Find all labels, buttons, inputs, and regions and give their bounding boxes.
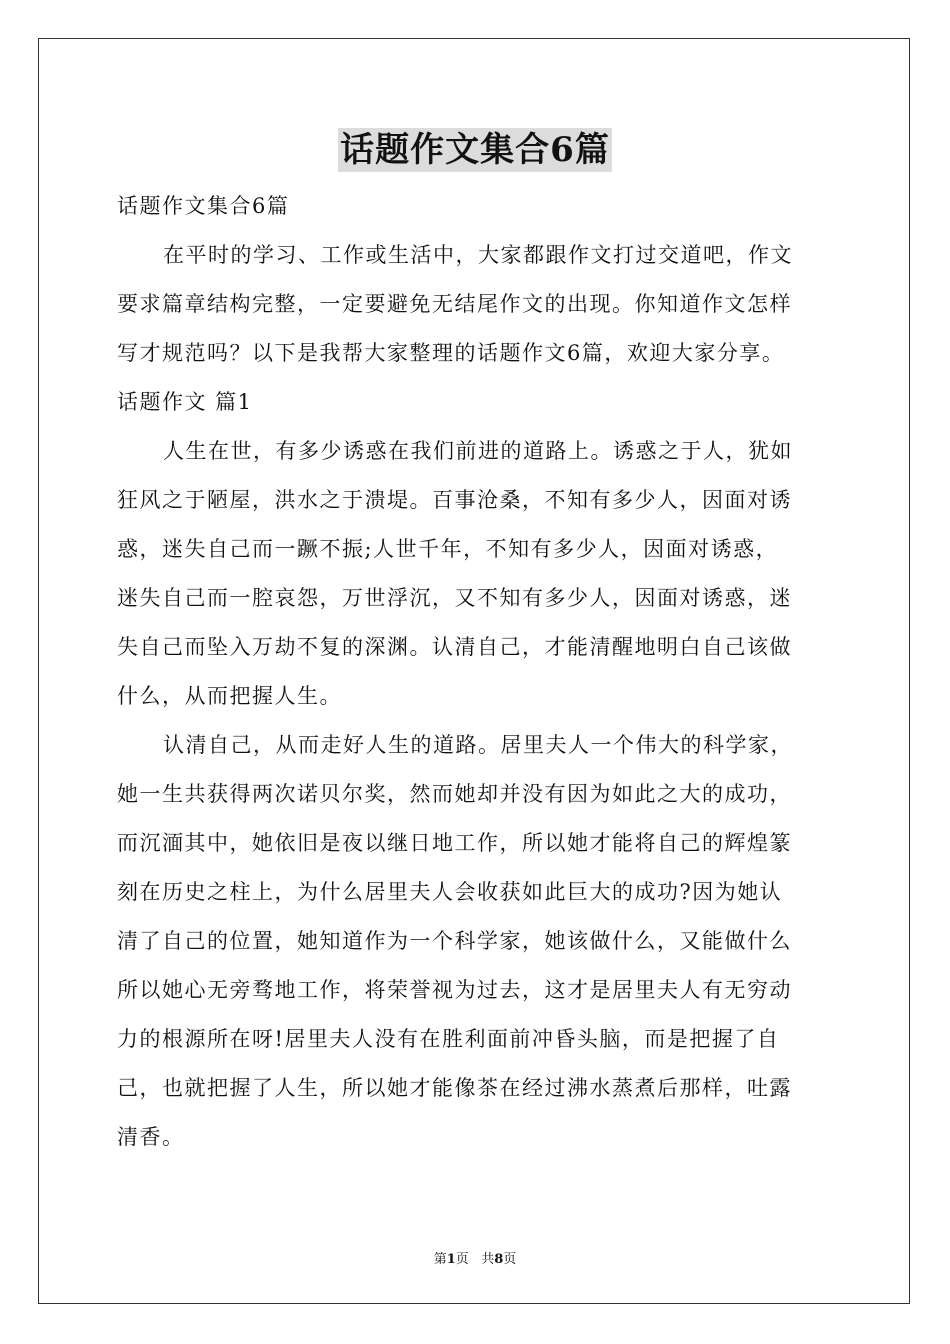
- body-line: 惑，迷失自己而一蹶不振;人世千年，不知有多少人，因面对诱惑，: [117, 537, 779, 561]
- total-suffix: 页: [503, 1252, 517, 1267]
- title-container: [0, 128, 950, 172]
- document-title: 话题作文集合6篇: [340, 130, 610, 170]
- body-line: 失自己而坠入万劫不复的深渊。认清自己，才能清醒地明白自己该做: [117, 635, 792, 659]
- page-suffix: 页: [455, 1252, 469, 1267]
- body-line: 什么，从而把握人生。: [117, 684, 342, 708]
- body-line: 所以她心无旁骛地工作，将荣誉视为过去，这才是居里夫人有无穷动: [117, 978, 792, 1002]
- total-prefix: 共: [481, 1252, 495, 1267]
- body-line: 她一生共获得两次诺贝尔奖，然而她却并没有因为如此之大的成功，: [117, 782, 792, 806]
- body-line: 写才规范吗？以下是我帮大家整理的话题作文6篇，欢迎大家分享。: [117, 341, 785, 365]
- page-prefix: 第: [433, 1252, 447, 1267]
- body-line: 在平时的学习、工作或生活中，大家都跟作文打过交道吧，作文: [163, 243, 793, 267]
- page-footer: [0, 1248, 950, 1267]
- body-line: 要求篇章结构完整，一定要避免无结尾作文的出现。你知道作文怎样: [117, 292, 792, 316]
- body-line: 力的根源所在呀!居里夫人没有在胜利面前冲昏头脑，而是把握了自: [117, 1027, 780, 1051]
- body-line: 清香。: [117, 1125, 185, 1149]
- subtitle-line: 话题作文集合6篇: [117, 194, 290, 218]
- section-heading: 话题作文 篇1: [117, 390, 253, 414]
- body-line: 而沉湎其中，她依旧是夜以继日地工作，所以她才能将自己的辉煌篆: [117, 831, 792, 855]
- body-line: 迷失自己而一腔哀怨，万世浮沉，又不知有多少人，因面对诱惑，迷: [117, 586, 792, 610]
- body-line: 清了自己的位置，她知道作为一个科学家，她该做什么，又能做什么: [117, 929, 792, 953]
- document-body: [117, 182, 833, 1162]
- body-line: 狂风之于陋屋，洪水之于溃堤。百事沧桑，不知有多少人，因面对诱: [117, 488, 792, 512]
- body-line: 人生在世，有多少诱惑在我们前进的道路上。诱惑之于人，犹如: [163, 439, 793, 463]
- total-pages: 8: [494, 1252, 504, 1267]
- body-line: 认清自己，从而走好人生的道路。居里夫人一个伟大的科学家，: [163, 733, 793, 757]
- body-line: 刻在历史之柱上，为什么居里夫人会收获如此巨大的成功?因为她认: [117, 880, 783, 904]
- body-line: 己，也就把握了人生，所以她才能像茶在经过沸水蒸煮后那样，吐露: [117, 1076, 792, 1100]
- page-number: 1: [446, 1252, 456, 1267]
